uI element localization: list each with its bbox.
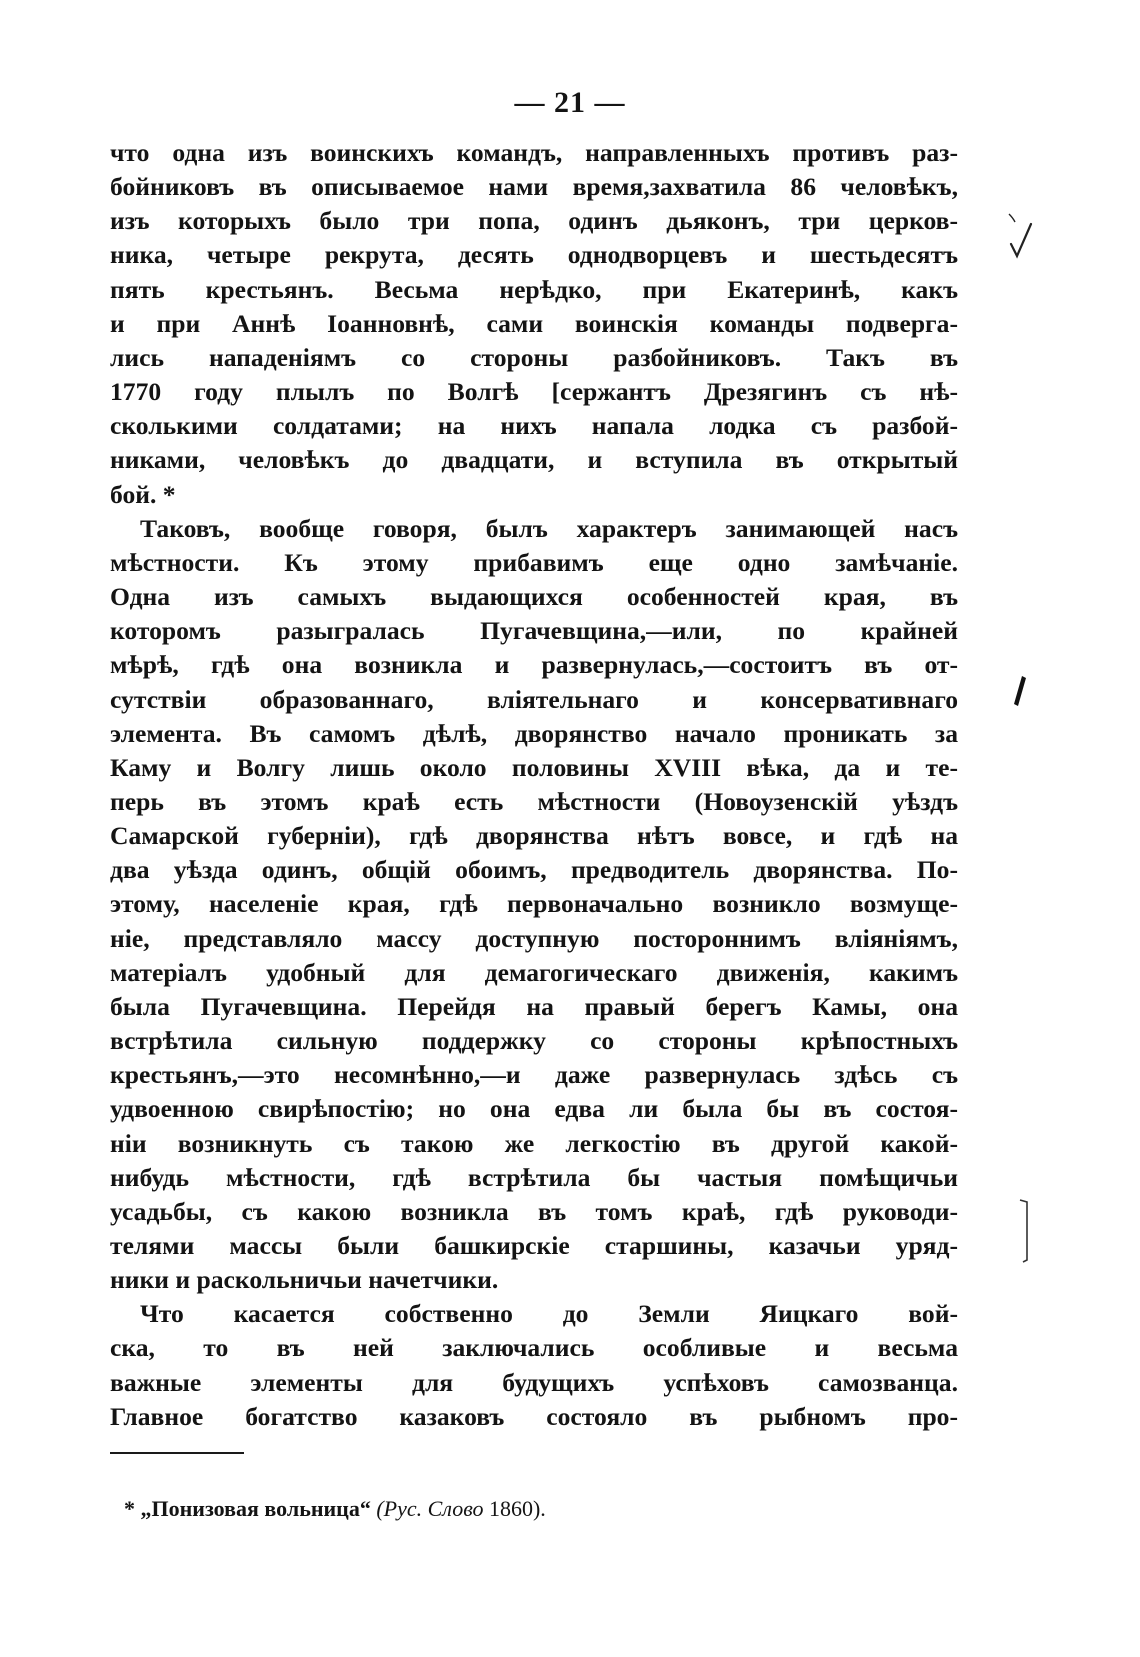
margin-ink-stroke-icon [1010,672,1030,712]
text-line: была Пугачевщина. Перейдя на правый берегъ Камы, она [110,991,958,1021]
text-line: изъ которыхъ было три попа, одинъ дьяконъ, три церков- [110,206,958,236]
text-line: удвоенною свирѣпостію; но она едва ли была бы въ состоя- [110,1094,958,1124]
paragraph-2 [110,512,958,1298]
footnote-separator [110,1452,244,1454]
text-line: Самарской губерніи), гдѣ дворянства нѣтъ вовсе, и гдѣ на [110,821,958,851]
text-line: ніе, представляло массу доступную постороннимъ вліяніямъ, [110,923,958,953]
text-line: Что касается собственно до Земли Яицкаго вой- [140,1299,958,1329]
text-line: пять крестьянъ. Весьма нерѣдко, при Екатеринѣ, какъ [110,274,958,304]
text-line: телями массы были башкирскіе старшины, казачьи уряд- [110,1231,958,1260]
text-line: ники и раскольничьи начетчики. [110,1265,499,1295]
text-line: нибудь мѣстности, гдѣ встрѣтила бы частыя помѣщичьи [110,1162,958,1192]
text-line: элемента. Въ самомъ дѣлѣ, дворянство начало проникать за [110,718,958,748]
text-line: мѣстности. Къ этому прибавимъ еще одно замѣчаніе. [110,547,958,577]
text-line: перь въ этомъ краѣ есть мѣстности (Новоузенскій уѣздъ [110,786,958,816]
paragraph-1 [110,136,958,512]
text-line: ска, то въ ней заключались особливые и весьма [110,1333,958,1363]
footnote-title: „Понизовая вольница“ [140,1496,371,1521]
text-line: Одна изъ самыхъ выдающихся особенностей края, въ [110,582,958,612]
text-line: лись нападеніямъ со стороны разбойниковъ. Такъ въ [110,342,958,372]
text-line: важные элементы для будущихъ успѣховъ самозванца. [110,1367,958,1397]
text-line: два уѣзда одинъ, общій обоимъ, предводитель дворянства. По- [110,855,958,885]
footnote [124,1496,546,1522]
text-line: этому, населеніе края, гдѣ первоначально возникло возмуще- [110,889,958,919]
text-line: Таковъ, вообще говоря, былъ характеръ занимающей насъ [140,513,958,543]
footnote-year: 1860). [488,1496,546,1521]
text-line: крестьянъ,—это несомнѣнно,—и даже развернулась здѣсь съ [110,1060,958,1090]
text-line: матеріалъ удобный для демагогическаго движенія, какимъ [110,957,958,987]
text-line: ника, четыре рекрута, десять однодворцевъ и шестьдесятъ [110,240,958,270]
text-line: бой. * [110,479,176,509]
paragraph-3 [110,1297,958,1434]
text-line: что одна изъ воинскихъ командъ, направленныхъ противъ раз- [110,138,958,167]
text-line: ніи возникнуть съ такою же легкостію въ другой какой- [110,1128,958,1158]
text-line: Главное богатство казаковъ состояло въ рыбномъ про- [110,1401,958,1431]
text-line: сутствіи образованнаго, вліятельнаго и консервативнаго [110,684,958,714]
body-text [110,136,958,1434]
text-line: никами, человѣкъ до двадцати, и вступила въ открытый [110,445,958,475]
text-line: Каму и Волгу лишь около половины XVIII вѣка, да и те- [110,752,958,782]
margin-check-mark-icon [1005,210,1035,260]
footnote-source: (Рус. Слово [376,1496,484,1521]
footnote-mark: * [124,1496,135,1521]
text-line: которомъ разыгралась Пугачевщина,—или, по крайней [110,616,958,646]
text-line: 1770 году плылъ по Волгѣ [сержантъ Дрезягинъ съ нѣ- [110,377,958,407]
text-line: усадьбы, съ какою возникла въ томъ краѣ, гдѣ руководи- [110,1196,958,1226]
text-line: бойниковъ въ описываемое нами время,захватила 86 человѣкъ, [110,172,958,202]
text-line: и при Аннѣ Іоанновнѣ, сами воинскія команды подверга- [110,308,958,338]
text-line: сколькими солдатами; на нихъ напала лодка съ разбой- [110,411,958,441]
page-number: — 21 — [514,86,626,119]
margin-bracket-icon [1018,1196,1032,1266]
text-line: встрѣтила сильную поддержку со стороны крѣпостныхъ [110,1026,958,1056]
text-line: мѣрѣ, гдѣ она возникла и развернулась,—состоитъ въ от- [110,650,958,680]
